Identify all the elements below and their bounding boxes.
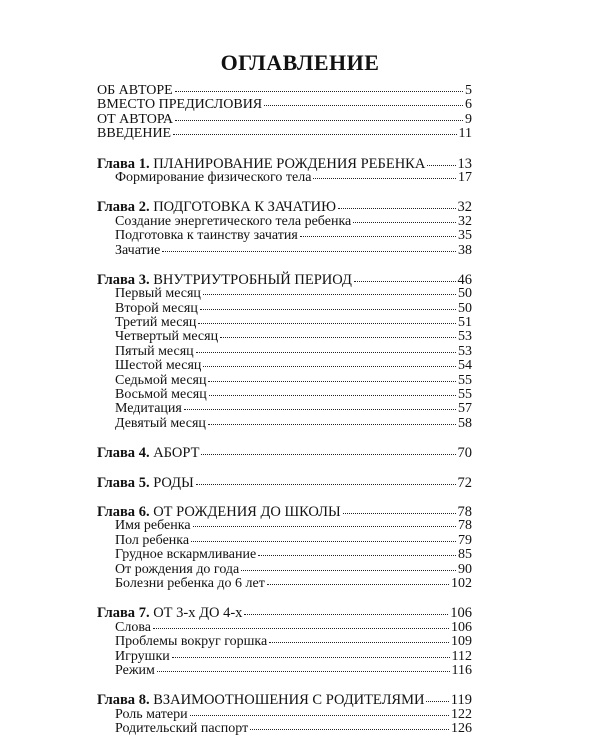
entry-title: Подготовка к таинству зачатия (115, 228, 298, 244)
dot-leader (241, 568, 456, 571)
toc-subentry-row[interactable] (97, 722, 472, 736)
toc-subentry-row[interactable] (97, 635, 472, 649)
page-title: ОГЛАВЛЕНИЕ (220, 50, 380, 75)
page-number: 90 (458, 561, 472, 577)
page-number: 109 (451, 634, 472, 650)
page-number: 9 (465, 111, 472, 127)
entry-title: Первый месяц (115, 286, 201, 302)
entry-title: Медитация (115, 401, 182, 417)
dot-leader (258, 553, 456, 556)
chapter-word: Глава (97, 271, 136, 288)
dot-leader (427, 163, 455, 166)
page-number: 32 (458, 213, 472, 229)
dot-leader (173, 132, 456, 135)
section-gap (97, 431, 472, 446)
toc-subentry-row[interactable] (97, 215, 472, 229)
entry-title: ОТ 3-х ДО 4-х (153, 605, 243, 622)
entry-title: Четвертый месяц (115, 329, 219, 345)
toc-subentry-row[interactable] (97, 302, 472, 316)
page-number: 106 (451, 619, 472, 635)
dot-leader (193, 524, 456, 527)
toc-entry-label (97, 273, 352, 287)
toc-chapter-row[interactable] (97, 606, 472, 620)
entry-title: Третий месяц (115, 315, 197, 331)
toc-chapter-row[interactable] (97, 476, 472, 490)
toc-entry-label (115, 345, 194, 359)
toc-chapter-row[interactable] (97, 157, 472, 171)
toc-entry-label (115, 374, 206, 388)
toc-entry-label (115, 402, 182, 416)
page-number: 70 (457, 445, 472, 462)
table-of-contents (97, 84, 472, 736)
toc-subentry-row[interactable] (97, 287, 472, 301)
dot-leader (343, 511, 456, 514)
dot-leader (175, 118, 463, 121)
dot-leader (209, 393, 456, 396)
dot-leader (203, 292, 456, 295)
page-number: 53 (458, 329, 472, 345)
entry-title: Пол ребенка (115, 532, 190, 548)
page-number: 106 (450, 605, 472, 622)
toc-subentry-row[interactable] (97, 548, 472, 562)
entry-title: Роль матери (115, 706, 188, 722)
entry-title: АБОРТ (153, 445, 200, 462)
section-gap (97, 490, 472, 505)
entry-title: Седьмой месяц (115, 372, 207, 388)
dot-leader (354, 279, 456, 282)
toc-entry-label (115, 229, 298, 243)
entry-title: ОТ АВТОРА (97, 111, 174, 127)
toc-chapter-row[interactable] (97, 505, 472, 519)
toc-entry-label (115, 577, 265, 591)
entry-title: Второй месяц (115, 300, 198, 316)
chapter-number: 6. (138, 503, 150, 520)
page-number: 72 (457, 474, 472, 491)
dot-leader (175, 89, 463, 92)
page-number: 119 (450, 692, 472, 709)
chapter-number: 8. (138, 692, 150, 709)
dot-leader (198, 321, 456, 324)
entry-title: Режим (115, 662, 155, 678)
page-number: 85 (458, 547, 472, 563)
toc-chapter-row[interactable] (97, 446, 472, 460)
page-number: 55 (458, 387, 472, 403)
entry-title: Пятый месяц (115, 343, 194, 359)
dot-leader (203, 364, 456, 367)
toc-entry-label (115, 171, 311, 185)
dot-leader (313, 176, 456, 179)
toc-subentry-row[interactable] (97, 171, 472, 185)
page-number: 38 (458, 242, 472, 258)
chapter-number: 2. (138, 199, 150, 216)
toc-subentry-row[interactable] (97, 650, 472, 664)
page-number: 35 (458, 228, 472, 244)
dot-leader (153, 626, 449, 629)
section-gap (97, 591, 472, 606)
page-number: 112 (451, 648, 472, 664)
page-number: 50 (458, 300, 472, 316)
toc-subentry-row[interactable] (97, 388, 472, 402)
toc-entry-label (115, 548, 256, 562)
dot-leader (184, 407, 456, 410)
toc-subentry-row[interactable] (97, 244, 472, 258)
entry-title: Формирование физического тела (115, 169, 312, 185)
dot-leader (250, 727, 449, 730)
page-number: 17 (458, 169, 472, 185)
entry-title: ОТ РОЖДЕНИЯ ДО ШКОЛЫ (153, 503, 341, 520)
page-number: 50 (458, 286, 472, 302)
toc-subentry-row[interactable] (97, 345, 472, 359)
toc-entry-label (115, 359, 201, 373)
entry-title: Зачатие (115, 242, 161, 258)
toc-subentry-row[interactable] (97, 519, 472, 533)
section-gap (97, 678, 472, 693)
dot-leader (162, 249, 456, 252)
entry-title: ВЗАИМООТНОШЕНИЯ С РОДИТЕЛЯМИ (153, 692, 425, 709)
dot-leader (338, 206, 455, 209)
page-number: 11 (458, 126, 472, 142)
toc-subentry-row[interactable] (97, 316, 472, 330)
page-number: 57 (458, 401, 472, 417)
entry-title: Грудное вскармливание (115, 547, 257, 563)
page-number: 46 (457, 271, 472, 288)
toc-entry-label (97, 127, 171, 141)
toc-entry-label (115, 302, 198, 316)
toc-subentry-row[interactable] (97, 229, 472, 243)
dot-leader (157, 669, 450, 672)
chapter-word: Глава (97, 692, 136, 709)
chapter-number: 3. (138, 271, 150, 288)
entry-title: Создание энергетического тела ребенка (115, 213, 352, 229)
entry-title: Имя ребенка (115, 518, 191, 534)
dot-leader (300, 234, 456, 237)
page-number: 5 (465, 83, 472, 98)
chapter-word: Глава (97, 474, 136, 491)
entry-title: Проблемы вокруг горшка (115, 634, 268, 650)
entry-title: Шестой месяц (115, 358, 202, 374)
toc-subentry-row[interactable] (97, 417, 472, 431)
toc-entry-label (115, 563, 239, 577)
toc-subentry-row[interactable] (97, 563, 472, 577)
entry-title: Болезни ребенка до 6 лет (115, 575, 265, 591)
chapter-word: Глава (97, 445, 136, 462)
chapter-number: 7. (138, 605, 150, 622)
toc-subentry-row[interactable] (97, 577, 472, 591)
toc-entry-label (115, 708, 188, 722)
entry-title: РОДЫ (153, 474, 194, 491)
toc-subentry-row[interactable] (97, 534, 472, 548)
chapter-prefix (97, 475, 150, 491)
toc-entry-label (97, 84, 173, 98)
dot-leader (190, 713, 449, 716)
toc-subentry-row[interactable] (97, 708, 472, 722)
page-number: 58 (458, 415, 472, 431)
chapter-number: 1. (138, 155, 150, 172)
section-gap (97, 461, 472, 476)
chapter-word: Глава (97, 605, 136, 622)
toc-entry-label (97, 113, 173, 127)
toc-entry-row[interactable] (97, 127, 472, 141)
page-number: 122 (451, 706, 472, 722)
dot-leader (220, 335, 456, 338)
toc-entry-label (97, 200, 336, 214)
toc-entry-label (97, 476, 194, 490)
dot-leader (200, 307, 456, 310)
chapter-word: Глава (97, 155, 136, 172)
toc-entry-label (115, 417, 206, 431)
dot-leader (201, 452, 455, 455)
dot-leader (269, 640, 449, 643)
page-number: 78 (457, 503, 472, 520)
toc-entry-label (115, 316, 196, 330)
page-number: 126 (451, 721, 472, 737)
entry-title: От рождения до года (115, 561, 240, 577)
toc-subentry-row[interactable] (97, 664, 472, 678)
page-number: 78 (458, 518, 472, 534)
entry-title: ПЛАНИРОВАНИЕ РОЖДЕНИЯ РЕБЕНКА (153, 155, 426, 172)
section-gap (97, 185, 472, 200)
chapter-word: Глава (97, 503, 136, 520)
dot-leader (426, 699, 448, 702)
dot-leader (191, 539, 456, 542)
page-number: 51 (458, 315, 472, 331)
chapter-number: 4. (138, 445, 150, 462)
dot-leader (196, 350, 456, 353)
toc-entry-label (115, 215, 351, 229)
entry-title: ВМЕСТО ПРЕДИСЛОВИЯ (97, 97, 263, 113)
toc-subentry-row[interactable] (97, 374, 472, 388)
entry-title: ВНУТРИУТРОБНЫЙ ПЕРИОД (153, 271, 352, 288)
page-number: 116 (451, 662, 472, 678)
entry-title: Девятый месяц (115, 415, 206, 431)
entry-title: Восьмой месяц (115, 387, 207, 403)
dot-leader (172, 655, 450, 658)
toc-entry-label (97, 606, 242, 620)
dot-leader (208, 379, 456, 382)
toc-entry-row[interactable] (97, 113, 472, 127)
toc-subentry-row[interactable] (97, 359, 472, 373)
toc-entry-row[interactable] (97, 84, 472, 98)
page-number: 55 (458, 372, 472, 388)
toc-subentry-row[interactable] (97, 621, 472, 635)
page-number: 6 (465, 97, 472, 113)
toc-entry-label (115, 650, 170, 664)
toc-entry-label (115, 635, 267, 649)
toc-entry-label (115, 330, 218, 344)
dot-leader (244, 612, 448, 615)
dot-leader (267, 582, 449, 585)
toc-entry-label (115, 244, 160, 258)
toc-chapter-row[interactable] (97, 200, 472, 214)
toc-entry-label (97, 157, 425, 171)
page-number: 102 (451, 575, 472, 591)
toc-entry-row[interactable] (97, 98, 472, 112)
entry-title: ВВЕДЕНИЕ (97, 126, 172, 142)
toc-entry-label (97, 693, 424, 707)
entry-title: Родительский паспорт (115, 721, 249, 737)
page-number: 13 (457, 155, 472, 172)
toc-entry-label (97, 505, 341, 519)
section-gap (97, 258, 472, 273)
toc-entry-label (115, 722, 248, 736)
dot-leader (208, 422, 456, 425)
toc-subentry-row[interactable] (97, 330, 472, 344)
chapter-word: Глава (97, 199, 136, 216)
toc-chapter-row[interactable] (97, 693, 472, 707)
toc-chapter-row[interactable] (97, 273, 472, 287)
toc-entry-label (115, 621, 151, 635)
toc-entry-label (115, 519, 191, 533)
toc-entry-label (115, 287, 201, 301)
entry-title: ПОДГОТОВКА К ЗАЧАТИЮ (153, 199, 337, 216)
toc-subentry-row[interactable] (97, 402, 472, 416)
toc-entry-label (97, 98, 262, 112)
dot-leader (196, 482, 456, 485)
toc-entry-label (115, 664, 155, 678)
dot-leader (353, 220, 456, 223)
toc-entry-label (97, 446, 199, 460)
page-number: 32 (457, 199, 472, 216)
page-number: 53 (458, 343, 472, 359)
entry-title: ОБ АВТОРЕ (97, 83, 173, 98)
page-number: 54 (458, 358, 472, 374)
section-gap (97, 142, 472, 157)
chapter-prefix (97, 445, 150, 461)
entry-title: Игрушки (115, 648, 170, 664)
chapter-number: 5. (138, 474, 150, 491)
page-number: 79 (458, 532, 472, 548)
entry-title: Слова (115, 619, 151, 635)
dot-leader (264, 103, 463, 106)
toc-entry-label (115, 388, 207, 402)
toc-entry-label (115, 534, 189, 548)
